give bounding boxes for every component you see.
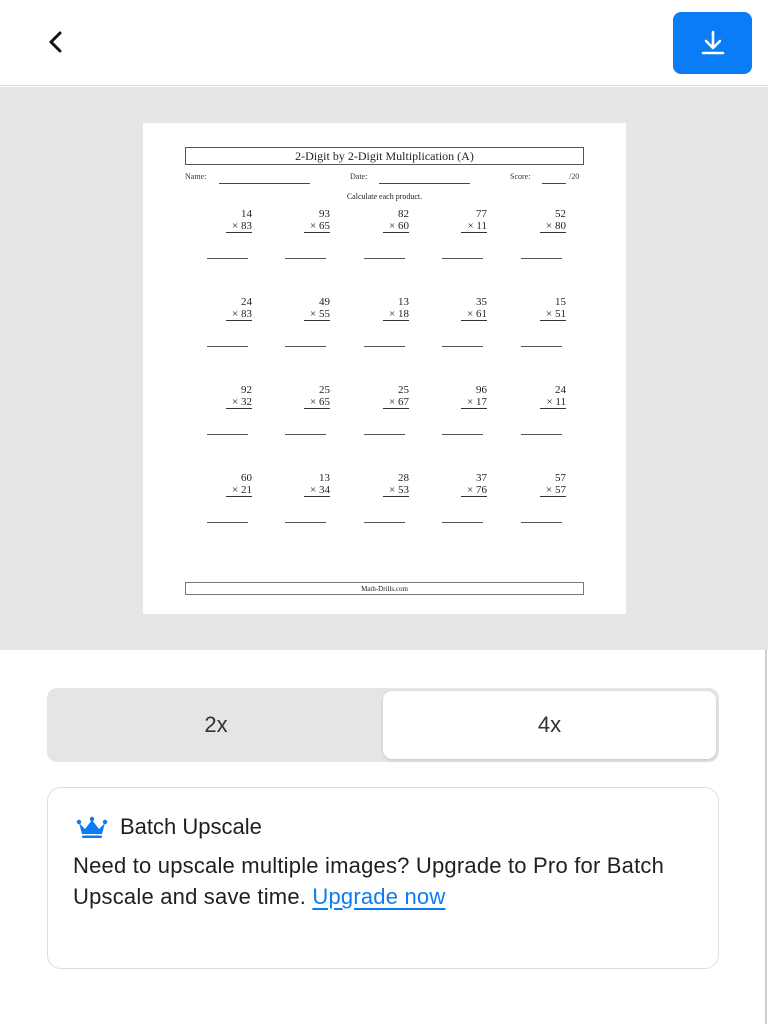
problem-multiplicand: 96: [476, 384, 487, 396]
problem-multiplicand: 24: [555, 384, 566, 396]
problem-multiplier-row: [441, 308, 501, 320]
name-line: [219, 183, 310, 184]
answer-line: [442, 434, 483, 435]
worksheet-problem: [284, 208, 344, 232]
answer-line: [207, 434, 248, 435]
problem-multiplicand: 82: [398, 208, 409, 220]
worksheet-problem: [520, 296, 580, 320]
problem-multiplier-row: [441, 220, 501, 232]
problem-multiplier-row: [206, 220, 266, 232]
answer-line: [364, 434, 405, 435]
problem-multiplier-row: [363, 484, 423, 496]
worksheet-problem: [206, 296, 266, 320]
problem-multiplier-row: [206, 308, 266, 320]
answer-line: [521, 346, 562, 347]
answer-line: [364, 258, 405, 259]
worksheet-instructions: Calculate each product.: [346, 192, 423, 201]
problem-multiplier: × 21: [226, 484, 252, 497]
answer-line: [207, 522, 248, 523]
problem-multiplier: × 80: [540, 220, 566, 233]
date-line: [379, 183, 470, 184]
answer-line: [364, 522, 405, 523]
problem-multiplier-row: [441, 484, 501, 496]
problem-multiplier: × 67: [383, 396, 409, 409]
problem-multiplier: × 61: [461, 308, 487, 321]
problem-multiplier: × 76: [461, 484, 487, 497]
answer-line: [442, 346, 483, 347]
worksheet-problem: [284, 296, 344, 320]
problem-multiplier: × 51: [540, 308, 566, 321]
problem-multiplier: × 53: [383, 484, 409, 497]
problem-multiplier-row: [284, 396, 344, 408]
top-bar: [0, 0, 768, 86]
promo-title: Batch Upscale: [120, 814, 262, 839]
problem-multiplier: × 65: [304, 396, 330, 409]
worksheet-title: 2-Digit by 2-Digit Multiplication (A): [185, 147, 584, 165]
problem-multiplicand: 52: [555, 208, 566, 220]
answer-line: [207, 346, 248, 347]
worksheet-problem: [363, 208, 423, 232]
name-label: Name:: [185, 172, 207, 181]
problem-multiplicand: 14: [241, 208, 252, 220]
problem-multiplicand: 24: [241, 296, 252, 308]
problem-multiplier-row: [441, 396, 501, 408]
problem-multiplier-row: [520, 484, 580, 496]
worksheet-footer: Math-Drills.com: [185, 582, 584, 595]
scale-option-2x[interactable]: 2x: [204, 712, 228, 737]
problem-multiplier: × 83: [226, 220, 252, 233]
answer-line: [285, 258, 326, 259]
problem-multiplier-row: [363, 220, 423, 232]
problem-multiplicand: 57: [555, 472, 566, 484]
worksheet-image: [143, 123, 626, 614]
worksheet-problem: [520, 472, 580, 496]
answer-line: [364, 346, 405, 347]
problem-multiplicand: 60: [241, 472, 252, 484]
problem-multiplier-row: [520, 396, 580, 408]
problem-multiplicand: 13: [398, 296, 409, 308]
problem-multiplicand: 92: [241, 384, 252, 396]
problem-multiplicand: 37: [476, 472, 487, 484]
problem-multiplier: × 18: [383, 308, 409, 321]
problem-multiplier: × 60: [383, 220, 409, 233]
problem-multiplier: × 32: [226, 396, 252, 409]
problem-multiplier-row: [284, 484, 344, 496]
problem-multiplier: × 34: [304, 484, 330, 497]
problem-multiplier-row: [363, 396, 423, 408]
answer-line: [521, 434, 562, 435]
worksheet-problem: [441, 296, 501, 320]
problem-multiplier: × 57: [540, 484, 566, 497]
problem-multiplier: × 17: [461, 396, 487, 409]
problem-multiplier-row: [284, 220, 344, 232]
problem-multiplier-row: [520, 308, 580, 320]
worksheet-problem: [284, 472, 344, 496]
worksheet-problem: [441, 472, 501, 496]
problem-multiplier: × 83: [226, 308, 252, 321]
score-line: [542, 183, 566, 184]
scale-selector: [47, 688, 719, 762]
problem-multiplicand: 15: [555, 296, 566, 308]
scrollbar-track: [765, 650, 767, 1024]
problem-multiplier: × 65: [304, 220, 330, 233]
problem-multiplier-row: [520, 220, 580, 232]
worksheet-problem: [520, 208, 580, 232]
worksheet-problem: [363, 384, 423, 408]
answer-line: [285, 434, 326, 435]
problem-multiplier: × 11: [540, 396, 566, 409]
back-button[interactable]: [36, 22, 76, 62]
score-total: /20: [569, 172, 580, 181]
problem-multiplicand: 13: [319, 472, 330, 484]
problem-multiplier-row: [206, 396, 266, 408]
chevron-left-icon: [46, 30, 66, 54]
worksheet-problem: [363, 296, 423, 320]
problem-multiplier-row: [363, 308, 423, 320]
worksheet-problem: [206, 208, 266, 232]
worksheet-problem: [441, 208, 501, 232]
batch-upscale-card: [47, 787, 719, 969]
answer-line: [521, 258, 562, 259]
problem-multiplicand: 49: [319, 296, 330, 308]
answer-line: [207, 258, 248, 259]
crown-icon: [76, 815, 108, 839]
problem-multiplier: × 55: [304, 308, 330, 321]
worksheet-problem: [206, 384, 266, 408]
problem-multiplier: × 11: [461, 220, 487, 233]
promo-text: [73, 850, 693, 912]
problem-multiplicand: 28: [398, 472, 409, 484]
worksheet-problem: [284, 384, 344, 408]
problem-multiplicand: 25: [398, 384, 409, 396]
image-preview-area: [0, 87, 768, 650]
score-label: Score:: [510, 172, 531, 181]
download-icon: [698, 28, 728, 58]
answer-line: [521, 522, 562, 523]
worksheet-problem: [363, 472, 423, 496]
answer-line: [442, 522, 483, 523]
worksheet-problem: [206, 472, 266, 496]
problem-multiplier-row: [284, 308, 344, 320]
worksheet-problem: [441, 384, 501, 408]
problem-multiplier-row: [206, 484, 266, 496]
answer-line: [285, 522, 326, 523]
problem-multiplicand: 77: [476, 208, 487, 220]
promo-header: [76, 814, 262, 840]
answer-line: [442, 258, 483, 259]
promo-description: Need to upscale multiple images? Upgrade to Pro for Batch Upscale and save time.: [73, 853, 665, 909]
answer-line: [285, 346, 326, 347]
worksheet-problem: [520, 384, 580, 408]
problem-multiplicand: 25: [319, 384, 330, 396]
date-label: Date:: [350, 172, 368, 181]
download-button[interactable]: [673, 12, 752, 74]
problem-multiplicand: 93: [319, 208, 330, 220]
upgrade-now-link[interactable]: Upgrade now: [312, 884, 446, 909]
scale-option-4x[interactable]: 4x: [383, 691, 716, 759]
problem-multiplicand: 35: [476, 296, 487, 308]
